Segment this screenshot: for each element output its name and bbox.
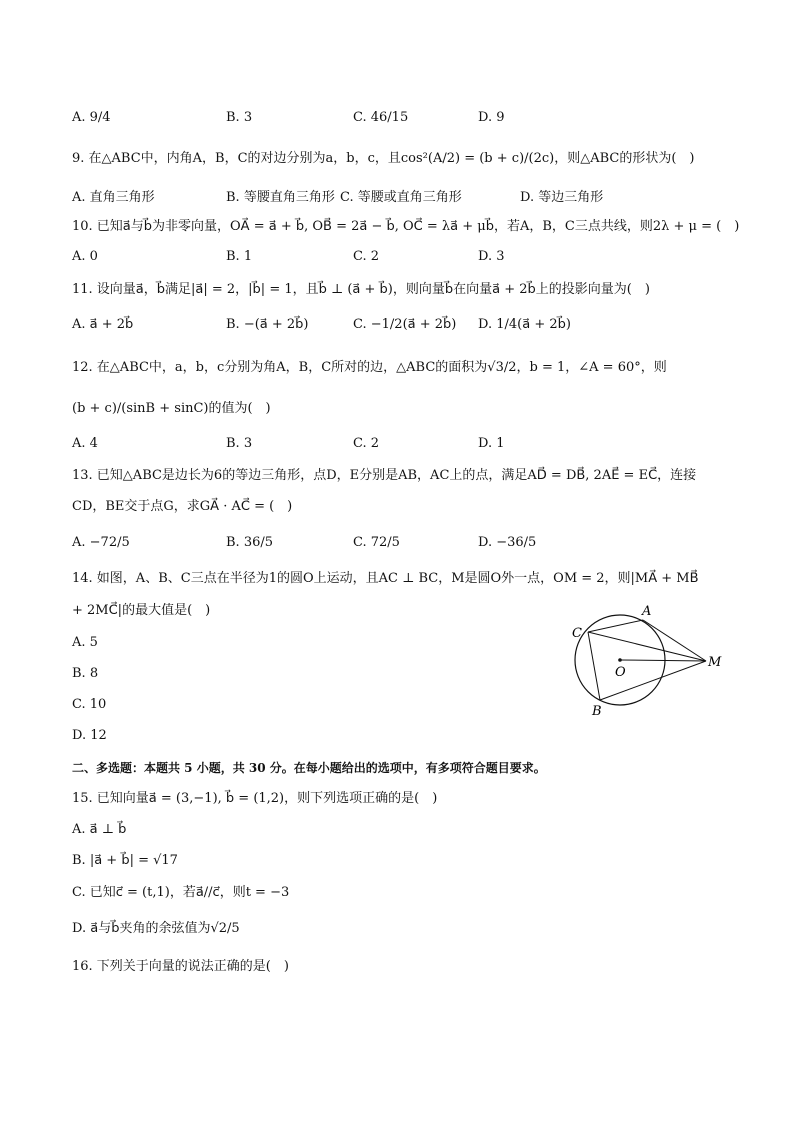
q10-options: [72, 249, 632, 267]
q14-option-b: B. 8: [72, 666, 99, 681]
q11-option-a: A. a⃗ + 2b⃗: [72, 317, 134, 332]
q12-options: [72, 436, 632, 454]
q8-option-d: D. 9: [478, 110, 505, 125]
q14-circle-figure: [560, 596, 730, 720]
q12-option-c: C. 2: [353, 436, 380, 451]
q16-stem: 16. 下列关于向量的说法正确的是( ): [72, 959, 289, 974]
q10-stem: 10. 已知a⃗与b⃗为非零向量，OA⃗ = a⃗ + b⃗, OB⃗ = 2a⃗ − b⃗, OC⃗ = λa⃗ + μb⃗，若A，B，C三点共线，则2λ + μ = ( ): [72, 219, 740, 234]
q13-options: [72, 535, 632, 553]
q10-option-b: B. 1: [226, 249, 253, 264]
q13-option-d: D. −36/5: [478, 535, 537, 550]
q9-option-a: A. 直角三角形: [72, 190, 155, 205]
q14-stem-line2: + 2MC⃗|的最大值是( ): [72, 603, 211, 618]
label-o: O: [615, 665, 626, 680]
center-point-o: [618, 658, 622, 662]
q8-option-a: A. 9/4: [72, 110, 111, 125]
q10-option-c: C. 2: [353, 249, 380, 264]
q11-option-b: B. −(a⃗ + 2b⃗): [226, 317, 309, 332]
q9-option-c: C. 等腰或直角三角形: [340, 190, 462, 205]
q9-option-b: B. 等腰直角三角形: [226, 190, 335, 205]
q12-stem-line1: 12. 在△ABC中，a，b，c分别为角A，B，C所对的边，△ABC的面积为√3/2，b = 1，∠A = 60°，则: [72, 360, 667, 375]
q8-options: [72, 110, 632, 128]
segment-cb: [588, 632, 600, 700]
q12-option-a: A. 4: [72, 436, 98, 451]
q15-option-c: C. 已知c⃗ = (t,1)，若a⃗//c⃗，则t = −3: [72, 885, 290, 900]
section-2-heading: 二、多选题：本题共 5 小题，共 30 分。在每小题给出的选项中，有多项符合题目要求。: [72, 761, 546, 775]
q15-option-d: D. a⃗与b⃗夹角的余弦值为√2/5: [72, 921, 240, 936]
q8-option-c: C. 46/15: [353, 110, 409, 125]
label-c: C: [572, 626, 582, 641]
q13-stem-line1: 13. 已知△ABC是边长为6的等边三角形，点D，E分别是AB，AC上的点，满足AD⃗ = DB⃗, 2AE⃗ = EC⃗，连接: [72, 468, 697, 483]
segment-cm: [588, 632, 706, 661]
q14-option-a: A. 5: [72, 635, 98, 650]
q14-stem-line1: 14. 如图，A、B、C三点在半径为1的圆O上运动，且AC ⊥ BC，M是圆O外一点，OM = 2，则|MA⃗ + MB⃗: [72, 571, 699, 586]
q14-option-d: D. 12: [72, 728, 107, 743]
q11-options: [72, 317, 632, 335]
q10-option-d: D. 3: [478, 249, 505, 264]
q12-option-b: B. 3: [226, 436, 253, 451]
q11-stem: 11. 设向量a⃗，b⃗满足|a⃗| = 2，|b⃗| = 1，且b⃗ ⊥ (a⃗ + b⃗)，则向量b⃗在向量a⃗ + 2b⃗上的投影向量为( ): [72, 282, 650, 297]
q13-option-a: A. −72/5: [72, 535, 130, 550]
label-b: B: [592, 704, 602, 719]
q14-option-c: C. 10: [72, 697, 107, 712]
q12-stem-line2: (b + c)/(sinB + sinC)的值为( ): [72, 401, 271, 416]
q15-option-b: B. |a⃗ + b⃗| = √17: [72, 853, 178, 868]
q11-option-c: C. −1/2(a⃗ + 2b⃗): [353, 317, 457, 332]
q15-option-a: A. a⃗ ⊥ b⃗: [72, 822, 127, 837]
q12-option-d: D. 1: [478, 436, 505, 451]
q13-option-c: C. 72/5: [353, 535, 400, 550]
q9-stem: 9. 在△ABC中，内角A，B，C的对边分别为a，b，c，且cos²(A/2) = (b + c)/(2c)，则△ABC的形状为( ): [72, 151, 695, 166]
q9-option-d: D. 等边三角形: [520, 190, 604, 205]
q13-stem-line2: CD，BE交于点G，求GA⃗ · AC⃗ = ( ): [72, 499, 293, 514]
segment-am: [643, 620, 706, 661]
q10-option-a: A. 0: [72, 249, 98, 264]
q8-option-b: B. 3: [226, 110, 253, 125]
label-a: A: [642, 604, 652, 619]
segment-om: [620, 660, 706, 661]
q15-stem: 15. 已知向量a⃗ = (3,−1), b⃗ = (1,2)，则下列选项正确的是( ): [72, 791, 438, 806]
label-m: M: [708, 655, 722, 670]
q11-option-d: D. 1/4(a⃗ + 2b⃗): [478, 317, 571, 332]
q9-options: [72, 186, 632, 204]
q13-option-b: B. 36/5: [226, 535, 274, 550]
